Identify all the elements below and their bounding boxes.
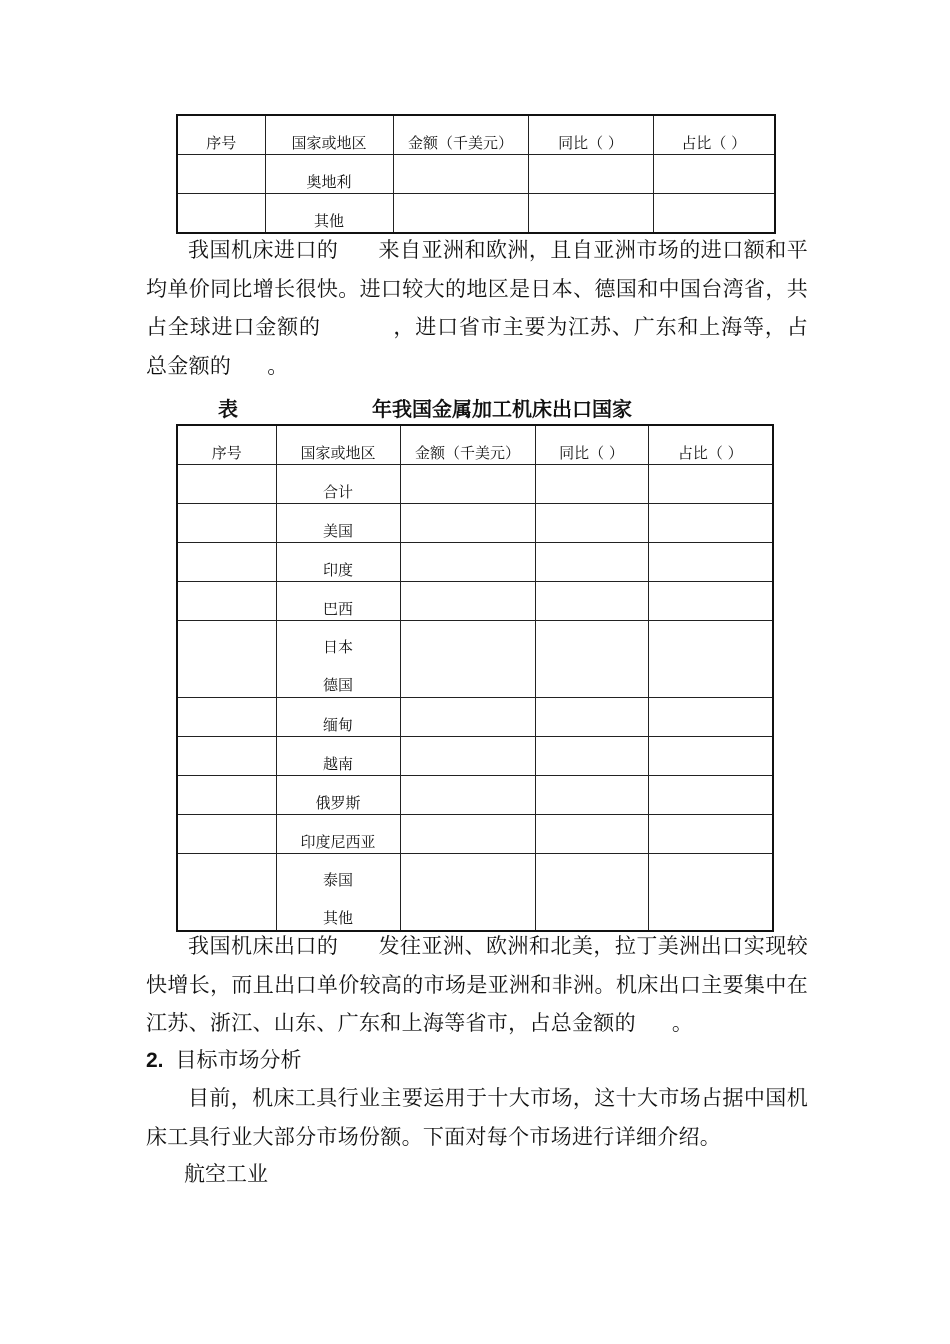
country-cell: 印度 — [276, 543, 400, 582]
header-index: 序号 — [177, 115, 265, 155]
header-index: 序号 — [177, 425, 276, 465]
table-row — [177, 543, 773, 582]
country-cell: 日本 — [322, 638, 353, 656]
header-yoy: 同比（ ） — [528, 115, 653, 155]
header-yoy: 同比（ ） — [535, 425, 648, 465]
import-table — [176, 114, 776, 234]
country-cell: 泰国 — [322, 871, 353, 889]
country-cell: 其他 — [322, 909, 353, 927]
table-row — [177, 737, 773, 776]
country-cell: 其他 — [265, 194, 393, 234]
header-country: 国家或地区 — [276, 425, 400, 465]
table-header-row — [177, 115, 775, 155]
table-row — [177, 815, 773, 854]
export-table — [176, 424, 774, 932]
country-cell: 合计 — [276, 465, 400, 504]
section-number: 2. — [146, 1049, 164, 1072]
header-country: 国家或地区 — [265, 115, 393, 155]
country-cell: 印度尼西亚 — [276, 815, 400, 854]
table-row — [177, 465, 773, 504]
country-cell: 美国 — [276, 504, 400, 543]
country-cell: 缅甸 — [276, 698, 400, 737]
country-cell: 德国 — [322, 676, 353, 694]
country-cell: 越南 — [276, 737, 400, 776]
table-row — [177, 155, 775, 194]
subsection-heading: 航空工业 — [184, 1162, 268, 1186]
header-amount: 金额（千美元） — [393, 115, 528, 155]
export-paragraph: 我国机床出口的 发往亚洲、欧洲和北美，拉丁美洲出口实现较快增长，而且出口单价较高的市场是亚洲和非洲。机床出口主要集中在江苏、浙江、山东、广东和上海等省市，占总金额的 。 — [146, 934, 808, 1035]
table-row-merged — [177, 621, 773, 698]
table-header-row — [177, 425, 773, 465]
country-cell: 奥地利 — [265, 155, 393, 194]
header-amount: 金额（千美元） — [400, 425, 535, 465]
table-row-merged — [177, 854, 773, 932]
import-paragraph: 我国机床进口的 来自亚洲和欧洲，且自亚洲市场的进口额和平均单价同比增长很快。进口较大的地区是日本、德国和中国台湾省，共占全球进口金额的 ，进口省市主要为江苏、广东和上海等，占总金额的 。 — [146, 238, 808, 378]
table-row — [177, 698, 773, 737]
table-caption-title: 年我国金属加工机床出口国家 — [372, 397, 632, 421]
section-heading — [146, 1044, 302, 1074]
table-row — [177, 504, 773, 543]
table-row — [177, 194, 775, 234]
header-share: 占比（ ） — [648, 425, 773, 465]
header-share: 占比（ ） — [653, 115, 775, 155]
section-title: 目标市场分析 — [175, 1048, 302, 1072]
market-paragraph: 目前，机床工具行业主要运用于十大市场，这十大市场占据中国机床工具行业大部分市场份额。下面对每个市场进行详细介绍。 — [146, 1086, 808, 1149]
country-cell: 巴西 — [276, 582, 400, 621]
table-row — [177, 776, 773, 815]
table-row — [177, 582, 773, 621]
country-cell: 俄罗斯 — [276, 776, 400, 815]
table-caption-prefix: 表 — [218, 397, 238, 421]
